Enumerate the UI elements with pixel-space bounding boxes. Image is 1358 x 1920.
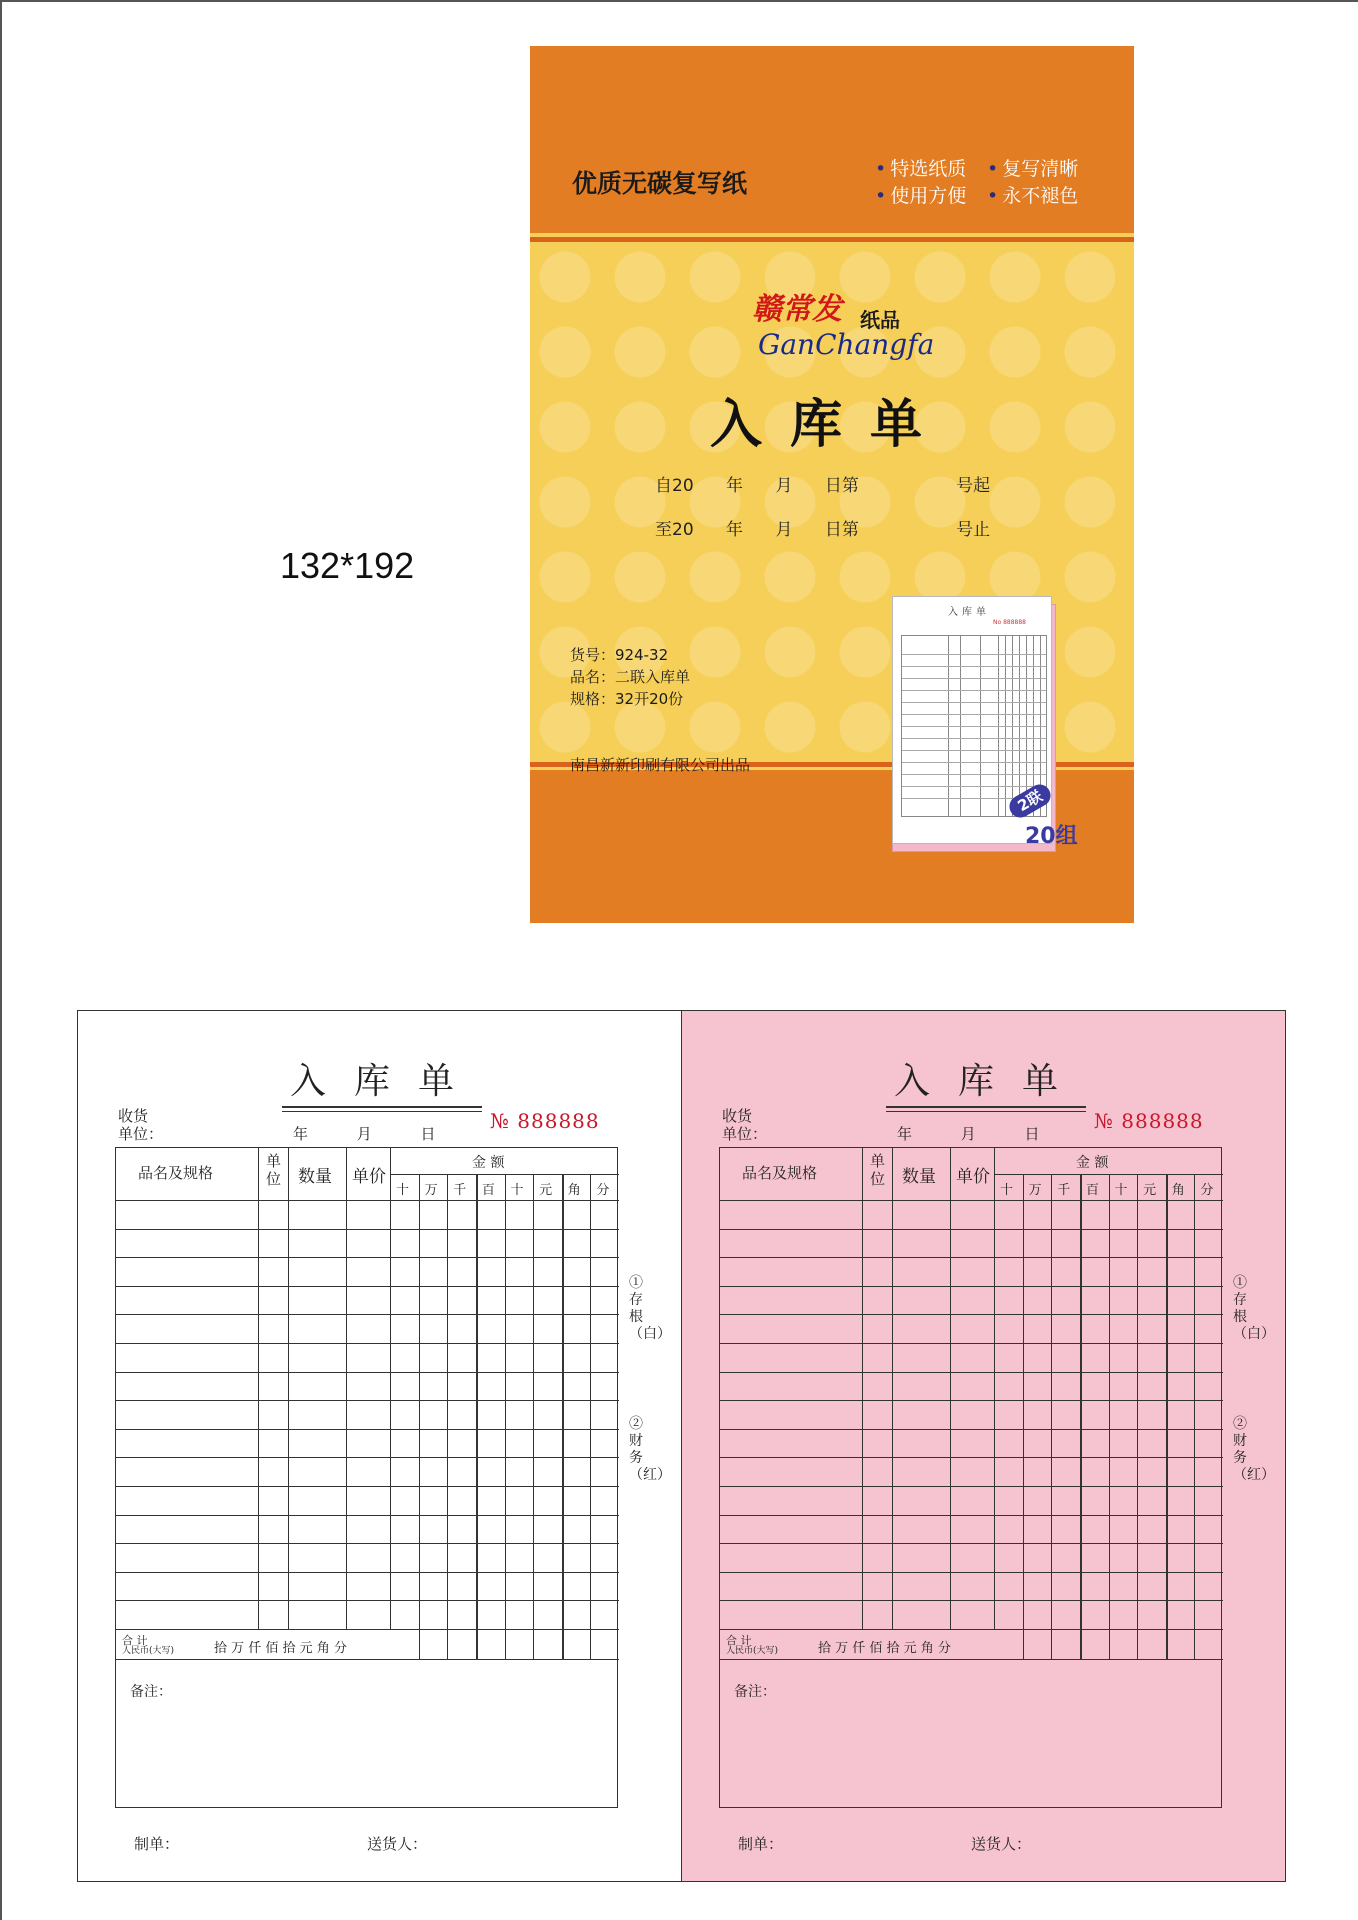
col-price-header: 单价: [352, 1167, 386, 1187]
rmb-units: 拾 万 仟 佰 拾 元 角 分: [818, 1641, 951, 1656]
copy-label-2: ②财务（红）: [629, 1416, 671, 1483]
thumb-title: 入库单: [948, 607, 990, 618]
form-title: 入库单: [282, 1053, 482, 1108]
feature-item: • 特选纸质: [875, 156, 987, 183]
form-date-labels: 年 月 日: [897, 1125, 1040, 1143]
item-table: [115, 1147, 618, 1808]
rmb-units: 拾 万 仟 佰 拾 元 角 分: [214, 1641, 347, 1656]
item-number: 货号：924-32: [570, 646, 669, 664]
thumb-number: No 888888: [993, 619, 1026, 626]
brand-sub: 纸品: [860, 308, 900, 332]
digit-header: 百: [1085, 1183, 1099, 1198]
total-label: 合 计: [726, 1634, 752, 1647]
form-number: № 888888: [490, 1109, 600, 1133]
feature-list: [875, 156, 1105, 210]
digit-header: 十: [1114, 1183, 1128, 1198]
maker-label: 制单：: [134, 1835, 180, 1853]
size-label: 132*192: [280, 545, 415, 586]
deliverer-label: 送货人：: [971, 1835, 1032, 1853]
brand-logo-cn: 赣常发: [752, 292, 842, 327]
form-number: № 888888: [1094, 1109, 1204, 1133]
copy-label-1: ①存根（白）: [629, 1275, 671, 1342]
deliverer-label: 送货人：: [367, 1835, 428, 1853]
col-qty-header: 数量: [298, 1167, 332, 1187]
digit-header: 元: [1143, 1183, 1157, 1198]
digit-header: 万: [1028, 1183, 1042, 1198]
receiver-label: 收货 单位：: [722, 1107, 768, 1143]
form-sheet-pink: [681, 1010, 1286, 1882]
item-name: 品名：二联入库单: [570, 668, 691, 686]
brand-logo-en: GanChangfa: [758, 328, 935, 361]
digit-header: 分: [1200, 1183, 1214, 1198]
col-amount-header: 金 额: [1076, 1155, 1109, 1171]
copies-badge: 2联: [1005, 780, 1054, 821]
rmb-label: 人民币(大写): [726, 1646, 779, 1656]
digit-header: 十: [1000, 1183, 1014, 1198]
date-to-line: 至20 年 月 日第 号止: [655, 520, 991, 540]
feature-item: • 永不褪色: [987, 183, 1099, 210]
col-amount-header: 金 额: [472, 1155, 505, 1171]
col-price-header: 单价: [956, 1167, 990, 1187]
product-info: [570, 644, 690, 710]
cover-title: 入库单: [710, 395, 951, 455]
cover-slogan: 优质无碳复写纸: [572, 169, 748, 198]
rmb-label: 人民币(大写): [122, 1646, 175, 1656]
col-unit-header: 单位: [870, 1152, 886, 1188]
copy-label-2: ②财务（红）: [1233, 1416, 1275, 1483]
item-table: [719, 1147, 1222, 1808]
copy-label-1: ①存根（白）: [1233, 1275, 1275, 1342]
col-name-header: 品名及规格: [138, 1164, 214, 1182]
form-sheet-white: [77, 1010, 682, 1882]
col-unit-header: 单位: [266, 1152, 282, 1188]
form-title: 入库单: [886, 1053, 1086, 1108]
digit-header: 百: [481, 1183, 495, 1198]
sets-badge: 20组: [1025, 824, 1078, 849]
digit-header: 角: [567, 1183, 581, 1198]
feature-item: • 使用方便: [875, 183, 987, 210]
remark-label: 备注：: [130, 1684, 172, 1700]
digit-header: 十: [510, 1183, 524, 1198]
col-qty-header: 数量: [902, 1167, 936, 1187]
receiver-label: 收货 单位：: [118, 1107, 164, 1143]
cover: [530, 46, 1134, 923]
maker-label: 制单：: [738, 1835, 784, 1853]
form-date-labels: 年 月 日: [293, 1125, 436, 1143]
publisher: 南昌新新印刷有限公司出品: [570, 756, 751, 774]
remark-label: 备注：: [734, 1684, 776, 1700]
digit-header: 千: [1057, 1183, 1071, 1198]
col-name-header: 品名及规格: [742, 1164, 818, 1182]
digit-header: 千: [453, 1183, 467, 1198]
digit-header: 万: [424, 1183, 438, 1198]
item-spec: 规格：32开20份: [570, 690, 684, 708]
digit-header: 分: [596, 1183, 610, 1198]
total-label: 合 计: [122, 1634, 148, 1647]
digit-header: 元: [539, 1183, 553, 1198]
date-from-line: 自20 年 月 日第 号起: [655, 476, 991, 496]
cover-top-band: [530, 46, 1134, 233]
digit-header: 十: [396, 1183, 410, 1198]
digit-header: 角: [1171, 1183, 1185, 1198]
feature-item: • 复写清晰: [987, 156, 1099, 183]
